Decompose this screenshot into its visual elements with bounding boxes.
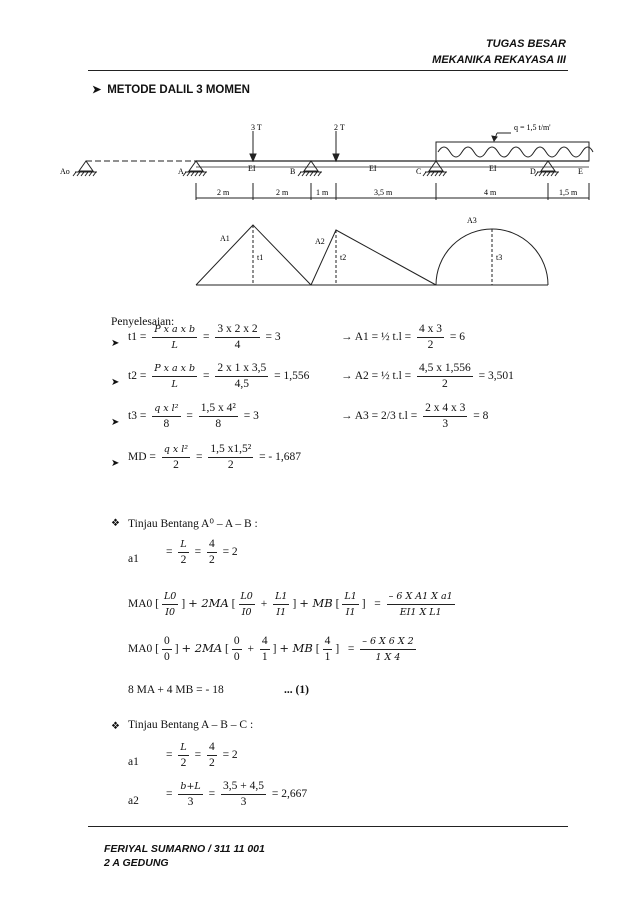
arrow-bullet-icon: ➤ [111,417,120,428]
arrow-bullet-icon: ➤ [92,84,102,96]
height-label-t2: t2 [340,253,347,262]
t3-frac2-num: 1,5 x 4² [199,401,238,417]
eq1-mb: + MB [299,596,333,611]
eq1-i0: I0 [165,607,176,618]
arrow-bullet-icon: ➤ [111,458,120,469]
eq2-rhs-num: – 6 X 6 X 2 [360,634,416,650]
eq1-two-ma: + 2MA [188,596,229,611]
eq1-l0: L0 [162,589,178,605]
tinjau2-a1-result: = 2 [222,749,238,762]
ei-label-ab: EI [248,164,256,173]
t1-lhs: t1 = [128,331,147,344]
eq1-rhs-num: – 6 X A1 X a1 [387,589,455,605]
a2-lhs: → A2 = ½ t.l = [341,370,412,383]
md-equation: MD = q x l² 2 = $\frac{\text{1,5 x1,5²}}{2}$ = - 1,687 [128,443,302,471]
point-load-p2 [333,131,339,161]
dim-label-4: 3,5 m [374,188,393,197]
dim-label-2: 2 m [276,188,289,197]
tinjau2-a2-num: b+L [178,779,202,795]
tinjau2-a1-num2: 4 [207,740,217,756]
tinjau1-a1-equation: = L 2 = $\frac{4}{2}$ = 2 [166,538,238,566]
eq2-d1b: 1 [324,651,331,663]
tinjau1-eq1: MA0 [ $\frac{L0}{I0}$ ] + 2MA [ $\frac{L0}{I0}$ + $\frac{L1}{I1}$ ] + MB [ $\frac{L1}{I1}$ ] = $\frac{\text{– 6 X A1 X a1}}{\text{EI1 X L1}}$ [128,591,453,618]
tinjau2-a2-result: = 2,667 [271,788,308,801]
a2-num: 4,5 x 1,556 [417,361,473,377]
eq2-d0b: 0 [233,651,240,663]
tinjau1-eq-tag: ... (1) [284,684,309,696]
support-label-e: E [578,167,583,176]
height-label-t1: t1 [257,253,264,262]
eq1-rhs-den: EI1 X L1 [399,607,442,618]
eq1-l0b: L0 [239,589,255,605]
md-frac1-den: 2 [173,459,179,471]
tinjau1-a1-den: 2 [180,554,187,566]
diamond-bullet-icon: ❖ [111,518,120,529]
t1-equation: t1 = $\frac{\text{P x a x b}}{L}$ = $\frac{3 x 2 x 2}{4}$ = 3 [128,323,281,351]
t1-frac1-den: L [171,340,178,351]
t3-lhs: t3 = [128,410,147,423]
t3-frac1-den: 8 [163,418,170,430]
ei-label-cd: EI [489,164,497,173]
t1-frac2-den: 4 [234,339,241,351]
area-label-a3: A3 [467,216,477,225]
load-label-q: q = 1,5 t/m' [514,123,551,132]
a3-result: = 8 [473,410,489,423]
tinjau1-a1-num: L [178,537,188,553]
dimension-line [196,183,589,200]
footer-class: 2 A GEDUNG [104,857,169,869]
solution-heading: Penyelesaian: [111,316,175,328]
eq2-n1b: 4 [323,634,333,650]
tinjau2-a2-label: a2 [128,795,139,807]
footer-author: FERIYAL SUMARNO / 311 11 001 [104,843,265,855]
support-label-b: B [290,167,296,176]
tinjau2-a1-den2: 2 [208,757,215,769]
arrow-bullet-icon: ➤ [111,377,120,388]
header-subtitle: MEKANIKA REKAYASA III [432,54,566,66]
t2-frac2-num: 2 x 1 x 3,5 [215,361,268,377]
a2-equation [341,361,514,392]
eq2-two-ma: + 2MA [181,641,223,656]
dim-label-6: 1,5 m [559,188,578,197]
load-label-p2: 2 T [334,123,345,132]
eq2-n0b: 0 [232,634,242,650]
t2-result: = 1,556 [274,370,310,383]
t3-result: = 3 [243,410,259,423]
a2-den: 2 [442,378,448,390]
load-label-p1: 3 T [251,123,262,132]
a3-lhs: → A3 = 2/3 t.l = [341,410,418,423]
tinjau2-a1-label: a1 [128,756,139,768]
eq2-d1: 1 [261,651,268,663]
tinjau2-a1-den: 2 [180,757,187,769]
eq1-i0b: I0 [241,607,252,618]
tinjau1-result: 8 MA + 4 MB = - 18 [128,684,224,696]
t2-lhs: t2 = [128,370,147,383]
section-heading [92,83,250,96]
eq1-l1b: L1 [342,589,358,605]
md-frac1-num: q x l² [162,442,190,458]
arrow-bullet-icon: ➤ [111,338,120,349]
eq2-d0: 0 [164,651,170,663]
point-load-p1 [250,131,256,161]
dim-label-5: 4 m [484,188,497,197]
area-label-a1: A1 [220,234,230,243]
a2-result: = 3,501 [478,370,514,383]
tinjau2-a2-den: 3 [187,796,194,808]
tinjau2-a2-num2: 3,5 + 4,5 [221,779,266,795]
support-ao [73,161,97,176]
tinjau1-eq2: MA0 [ $\frac{0}{0}$ ] + 2MA [ $\frac{0}{0}$ + $\frac{4}{1}$ ] + MB [ $\frac{4}{1}$ ] = $\frac{- 6 X 6 X 2}{1 X 4}$ [128,635,414,663]
area-label-a2: A2 [315,237,325,246]
t2-frac1-den: L [171,379,178,390]
support-label-a: A [178,167,184,176]
a1-den: 2 [427,339,434,351]
diamond-bullet-icon: ❖ [111,721,120,732]
section-title: METODE DALIL 3 MOMEN [107,84,250,96]
tinjau2-a1-equation: = L 2 = $\frac{4}{2}$ = 2 [166,741,238,769]
t3-frac2-den: 8 [215,418,222,430]
header-divider [88,70,568,71]
support-label-ao: Ao [60,167,70,176]
a3-num: 2 x 4 x 3 [423,401,467,417]
support-label-d: D [530,167,536,176]
a1-result: = 6 [449,331,466,344]
tinjau1-a1-den2: 2 [208,554,215,566]
distributed-load-q [436,133,593,161]
eq1-ma0: MA0 [128,598,153,611]
support-a [183,161,207,176]
a1-lhs: → A1 = ½ t.l = [341,331,412,344]
a1-equation [341,322,465,353]
tinjau1-a1-result: = 2 [222,546,238,559]
tinjau2-a2-equation: = b+L 3 = $\frac{3,5 + 4,5}{3}$ = 2,667 [166,780,308,808]
support-d [535,161,559,176]
t1-frac1-num: P x a x b [152,322,197,338]
md-frac2-num: 1,5 x1,5² [208,442,253,458]
t1-result: = 3 [265,331,281,344]
eq1-i1: I1 [276,607,287,618]
a3-equation [341,401,488,432]
header-title: TUGAS BESAR [485,38,566,50]
support-label-c: C [416,167,422,176]
dim-label-3: 1 m [316,188,329,197]
md-frac2-den: 2 [227,459,234,471]
t3-equation: t3 = q x l² 8 = $\frac{\text{1,5 x 4²}}{8}$ = 3 [128,402,259,430]
support-b [298,161,322,176]
tinjau2-title: Tinjau Bentang A – B – C : [128,719,254,731]
eq2-n1: 4 [260,634,270,650]
eq2-n0: 0 [162,634,172,650]
beam-diagram [0,110,638,295]
eq1-l1: L1 [273,589,289,605]
dim-label-1: 2 m [217,188,230,197]
eq1-i1b: I1 [345,607,356,618]
tinjau2-a2-den2: 3 [240,796,247,808]
support-c [423,161,447,176]
eq2-rhs-den: 1 X 4 [375,652,401,663]
ei-label-bc: EI [369,164,377,173]
eq2-ma0: MA0 [128,643,153,656]
t2-frac1-num: P x a x b [152,361,197,377]
a3-den: 3 [442,418,449,430]
eq2-mb: + MB [279,641,313,656]
a1-num: 4 x 3 [417,322,444,338]
tinjau1-title: Tinjau Bentang A⁰ – A – B : [128,518,258,530]
t1-frac2-num: 3 x 2 x 2 [215,322,259,338]
tinjau1-a1-num2: 4 [207,537,217,553]
moment-area-a2 [311,230,436,285]
md-lhs: MD = [128,451,156,464]
t3-frac1-num: q x l² [152,401,180,417]
md-result: = - 1,687 [259,451,302,464]
tinjau1-a1-label: a1 [128,553,139,565]
height-label-t3: t3 [496,253,503,262]
t2-equation: t2 = $\frac{\text{P x a x b}}{L}$ = $\frac{2 x 1 x 3,5}{4,5}$ = 1,556 [128,362,310,390]
footer-divider [88,826,568,827]
tinjau2-a1-num: L [178,740,188,756]
t2-frac2-den: 4,5 [234,378,249,390]
